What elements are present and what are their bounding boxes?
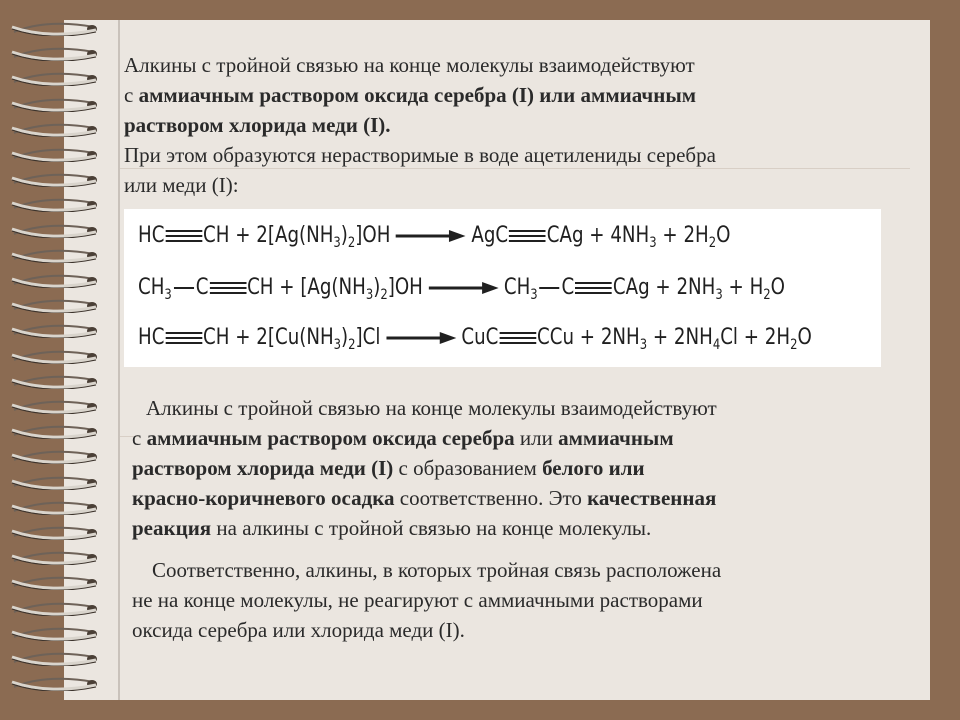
triple-bond-icon <box>499 331 536 345</box>
spiral-coil-icon <box>8 576 100 590</box>
single-bond-icon <box>539 281 559 295</box>
spiral-coil-icon <box>8 198 100 212</box>
eq2-sub: 3 <box>164 287 172 303</box>
eq3-part: CuC <box>461 325 499 350</box>
spiral-coil-icon <box>8 677 100 691</box>
eq3-part: ) <box>341 325 349 350</box>
internal-alkynes-paragraph <box>132 555 721 645</box>
spiral-coil-icon <box>8 425 100 439</box>
eq1-part: AgC <box>471 223 509 248</box>
intro-line-3-bold: раствором хлорида меди (I). <box>124 113 391 137</box>
single-bond-icon <box>174 281 194 295</box>
qualitative-reaction-paragraph <box>132 393 717 543</box>
triple-bond-icon <box>165 229 202 243</box>
eq3-part: HC <box>138 325 165 350</box>
spiral-coil-icon <box>8 526 100 540</box>
p2-bold: раствором хлорида меди (I) <box>132 456 394 480</box>
p2-line-1: Алкины с тройной связью на конце молекулы взаимодействуют <box>146 396 717 420</box>
intro-line-2-bold: аммиачным раствором оксида серебра (I) или аммиачным <box>138 83 697 107</box>
eq1-part: + 2H <box>656 223 709 248</box>
eq1-sub: 3 <box>649 235 657 251</box>
intro-line-3 <box>124 110 716 140</box>
eq1-part: CH + 2[Ag(NH <box>203 223 334 248</box>
p2-line-2 <box>132 423 717 453</box>
spiral-coil-icon <box>8 324 100 338</box>
eq1-part: CAg + 4NH <box>546 223 650 248</box>
eq2-sub: 2 <box>380 287 388 303</box>
spiral-coil-icon <box>8 627 100 641</box>
p2-text: с <box>132 426 147 450</box>
spiral-coil-icon <box>8 224 100 238</box>
spiral-binding <box>8 22 108 702</box>
p3-line-2: не на конце молекулы, не реагируют с аммиачными растворами <box>132 588 703 612</box>
spiral-coil-icon <box>8 249 100 263</box>
eq2-part: CAg + 2NH <box>612 275 716 300</box>
eq3-sub: 3 <box>639 337 648 353</box>
p3-line-1: Соответственно, алкины, в которых тройная связь расположена <box>152 558 722 582</box>
spiral-coil-icon <box>8 148 100 162</box>
eq1-sub: 2 <box>347 235 356 251</box>
intro-line-2-prefix: с <box>124 83 139 107</box>
spiral-coil-icon <box>8 274 100 288</box>
p2-text: соответственно. Это <box>394 486 588 510</box>
intro-line-5: или меди (I): <box>124 173 239 197</box>
equation-1 <box>138 223 730 251</box>
p3-line-3: оксида серебра или хлорида меди (I). <box>132 618 465 642</box>
spiral-coil-icon <box>8 47 100 61</box>
eq1-part: O <box>716 223 731 248</box>
spiral-coil-icon <box>8 400 100 414</box>
p2-bold: аммиачным раствором оксида серебра <box>146 426 515 450</box>
eq3-part: O <box>797 325 812 350</box>
p2-line-4 <box>132 483 717 513</box>
eq2-sub: 3 <box>365 287 374 303</box>
eq2-part: CH <box>138 275 165 300</box>
eq2-part: CH + [Ag(NH <box>247 275 366 300</box>
spiral-coil-icon <box>8 173 100 187</box>
spiral-coil-icon <box>8 22 100 36</box>
eq2-sub: 3 <box>530 287 538 303</box>
spiral-coil-icon <box>8 375 100 389</box>
spiral-coil-icon <box>8 98 100 112</box>
equation-2 <box>138 275 785 303</box>
eq2-part: CH <box>503 275 531 300</box>
eq2-sub: 3 <box>715 287 723 303</box>
intro-line-1: Алкины с тройной связью на конце молекулы взаимодействуют <box>124 53 695 77</box>
p2-text: или <box>514 426 559 450</box>
intro-paragraph <box>124 50 716 200</box>
spiral-coil-icon <box>8 652 100 666</box>
intro-line-2 <box>124 80 716 110</box>
spiral-coil-icon <box>8 450 100 464</box>
intro-line-4: При этом образуются нерастворимые в воде ацетилениды серебра <box>124 143 716 167</box>
spiral-coil-icon <box>8 501 100 515</box>
eq3-sub: 4 <box>712 337 721 353</box>
spiral-coil-icon <box>8 72 100 86</box>
eq2-part: ) <box>373 275 381 300</box>
eq3-part: + 2NH <box>647 325 713 350</box>
eq3-sub: 2 <box>790 337 798 353</box>
eq3-part: CH + 2[Cu(NH <box>203 325 334 350</box>
spiral-coil-icon <box>8 551 100 565</box>
p2-bold: реакция <box>132 516 212 540</box>
spiral-coil-icon <box>8 299 100 313</box>
reaction-arrow-icon <box>386 331 456 345</box>
p2-bold: белого или <box>542 456 645 480</box>
eq1-part: ) <box>340 223 348 248</box>
spiral-coil-icon <box>8 123 100 137</box>
eq1-part: ]OH <box>355 223 391 248</box>
p2-text: на алкины с тройной связью на конце молекулы. <box>211 516 652 540</box>
eq2-part: C <box>195 275 209 300</box>
p2-line-3 <box>132 453 717 483</box>
triple-bond-icon <box>575 281 612 295</box>
triple-bond-icon <box>165 331 202 345</box>
eq2-sub: 2 <box>763 287 771 303</box>
equations-panel <box>124 209 881 367</box>
eq3-sub: 2 <box>348 337 356 353</box>
eq1-sub: 2 <box>708 235 717 251</box>
spiral-coil-icon <box>8 602 100 616</box>
eq3-sub: 3 <box>333 337 342 353</box>
eq1-part: HC <box>138 223 165 248</box>
eq2-part: + H <box>722 275 764 300</box>
p2-line-5 <box>132 513 717 543</box>
eq2-part: ]OH <box>387 275 423 300</box>
p2-bold: аммиачным <box>558 426 674 450</box>
spiral-coil-icon <box>8 476 100 490</box>
triple-bond-icon <box>209 281 246 295</box>
reaction-arrow-icon <box>428 281 498 295</box>
margin-line <box>118 20 120 700</box>
eq2-part: O <box>770 275 785 300</box>
eq3-part: Cl + 2H <box>720 325 791 350</box>
eq3-part: ]Cl <box>355 325 381 350</box>
p2-text: с образованием <box>393 456 543 480</box>
eq2-part: C <box>561 275 575 300</box>
p2-bold: качественная <box>587 486 717 510</box>
spiral-coil-icon <box>8 350 100 364</box>
eq1-sub: 3 <box>333 235 341 251</box>
p2-bold: красно-коричневого осадка <box>132 486 395 510</box>
reaction-arrow-icon <box>396 229 466 243</box>
eq3-part: CCu + 2NH <box>537 325 640 350</box>
triple-bond-icon <box>509 229 546 243</box>
equation-3 <box>138 325 812 353</box>
